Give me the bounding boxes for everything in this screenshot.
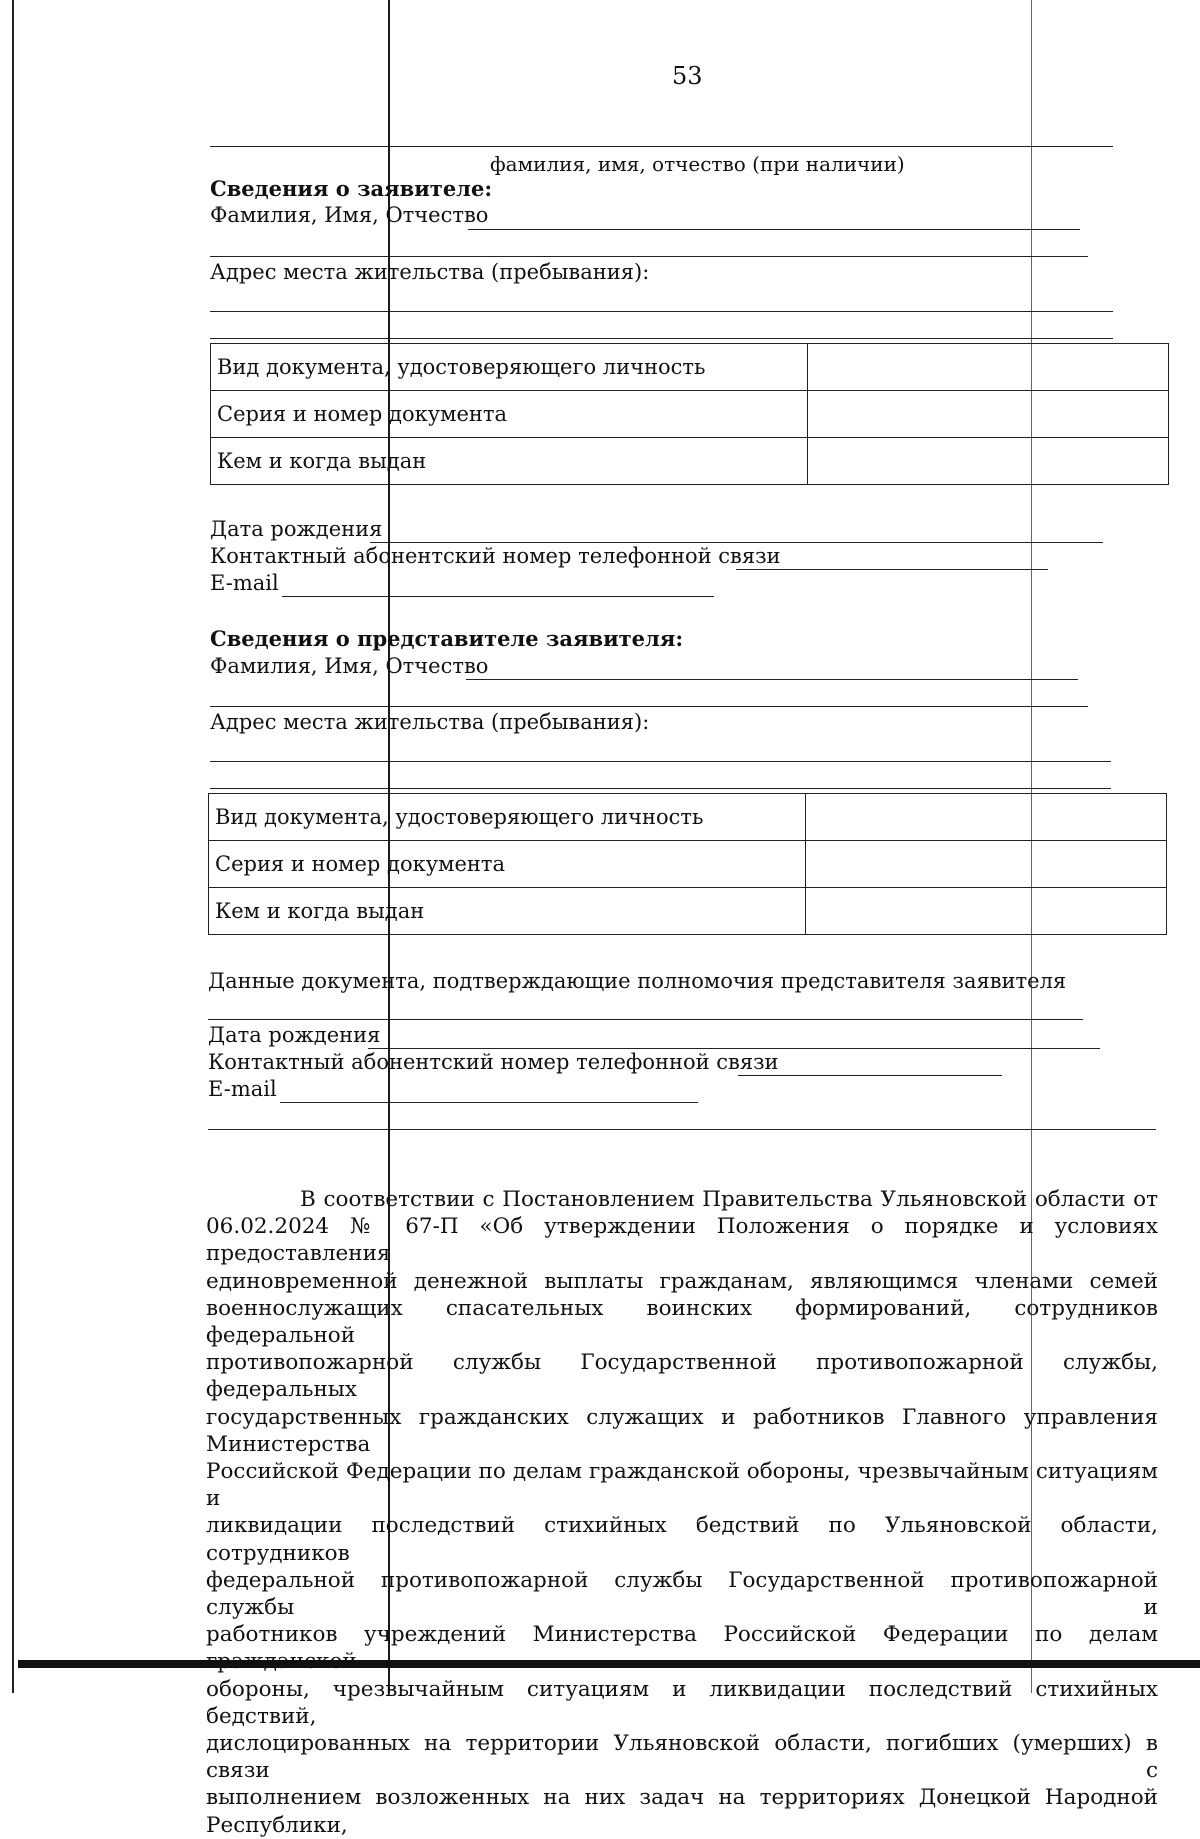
- applicant-id-document-table: [210, 343, 1169, 485]
- representative-phone-label: Контактный абонентский номер телефонной связи: [208, 1050, 779, 1074]
- table-row: [211, 438, 1169, 485]
- doc-series-label: Серия и номер документа: [211, 391, 808, 438]
- applicant-email-label: E-mail: [210, 571, 279, 595]
- table-row: [209, 888, 1167, 935]
- paragraph-line: Российской Федерации по делам гражданской обороны, чрезвычайным ситуациям и: [206, 1459, 1158, 1512]
- paragraph-line: В соответствии с Постановлением Правительства Ульяновской области от: [300, 1187, 1158, 1212]
- representative-email-field[interactable]: [280, 1102, 698, 1103]
- doc-type-field[interactable]: [808, 344, 1169, 391]
- applicant-phone-label: Контактный абонентский номер телефонной связи: [210, 544, 781, 568]
- representative-birth-label: Дата рождения: [208, 1023, 381, 1047]
- paragraph-line: противопожарной службы Государственной противопожарной службы, федеральных: [206, 1350, 1158, 1403]
- paragraph-line: выполнением возложенных на них задач на территориях Донецкой Народной Республики,: [206, 1785, 1158, 1838]
- paragraph-line: дислоцированных на территории Ульяновской области, погибших (умерших) в связи с: [206, 1731, 1158, 1784]
- representative-fio-field[interactable]: [466, 679, 1078, 680]
- representative-section-title: Сведения о представителе заявителя:: [210, 626, 684, 651]
- applicant-section-title: Сведения о заявителе:: [210, 176, 493, 201]
- representative-id-document-table: [208, 793, 1167, 935]
- name-field-caption: фамилия, имя, отчество (при наличии): [490, 152, 905, 176]
- representative-fio-label: Фамилия, Имя, Отчество: [210, 654, 489, 678]
- representative-address-field-line2[interactable]: [210, 788, 1111, 789]
- doc-issued-field[interactable]: [806, 888, 1167, 935]
- table-row: [209, 841, 1167, 888]
- paragraph-line: государственных гражданских служащих и работников Главного управления Министерства: [206, 1404, 1158, 1457]
- table-row: [211, 391, 1169, 438]
- representative-fio-field-line2[interactable]: [210, 706, 1088, 707]
- applicant-fio-field[interactable]: [468, 229, 1080, 230]
- page-number: 53: [672, 62, 703, 90]
- consent-paragraph: [206, 1186, 1158, 1839]
- paragraph-line: ликвидации последствий стихийных бедствий по Ульяновской области, сотрудников: [206, 1513, 1158, 1566]
- section-divider: [208, 1129, 1156, 1130]
- doc-type-label: Вид документа, удостоверяющего личность: [211, 344, 808, 391]
- table-row: [211, 344, 1169, 391]
- applicant-fio-field-line2[interactable]: [210, 256, 1088, 257]
- paragraph-line: единовременной денежной выплаты гражданам, являющимся членами семей: [206, 1268, 1158, 1294]
- doc-type-label: Вид документа, удостоверяющего личность: [209, 794, 806, 841]
- applicant-email-field[interactable]: [282, 596, 714, 597]
- representative-phone-field[interactable]: [738, 1075, 1002, 1076]
- representative-authority-label: Данные документа, подтверждающие полномочия представителя заявителя: [208, 969, 1067, 993]
- applicant-birth-label: Дата рождения: [210, 517, 383, 541]
- representative-address-field[interactable]: [210, 761, 1111, 762]
- representative-address-label: Адрес места жительства (пребывания):: [210, 710, 650, 734]
- doc-type-field[interactable]: [806, 794, 1167, 841]
- doc-issued-label: Кем и когда выдан: [209, 888, 806, 935]
- doc-series-field[interactable]: [806, 841, 1167, 888]
- doc-issued-field[interactable]: [808, 438, 1169, 485]
- paragraph-line: федеральной противопожарной службы Государственной противопожарной службы и: [206, 1567, 1158, 1621]
- applicant-address-field-line2[interactable]: [210, 338, 1113, 339]
- doc-series-label: Серия и номер документа: [209, 841, 806, 888]
- paragraph-line: обороны, чрезвычайным ситуациям и ликвидации последствий стихийных бедствий,: [206, 1676, 1158, 1729]
- paragraph-line: военнослужащих спасательных воинских формирований, сотрудников федеральной: [206, 1295, 1158, 1349]
- paragraph-line: работников учреждений Министерства Российской Федерации по делам гражданской: [206, 1622, 1158, 1675]
- applicant-address-field[interactable]: [210, 311, 1113, 312]
- table-row: [209, 794, 1167, 841]
- applicant-fio-label: Фамилия, Имя, Отчество: [210, 203, 489, 227]
- applicant-address-label: Адрес места жительства (пребывания):: [210, 260, 650, 284]
- representative-email-label: E-mail: [208, 1077, 277, 1101]
- name-field-line[interactable]: [210, 146, 1113, 147]
- scan-edge-artifact: [12, 0, 14, 1693]
- doc-issued-label: Кем и когда выдан: [211, 438, 808, 485]
- representative-authority-field[interactable]: [208, 1019, 1083, 1020]
- applicant-phone-field[interactable]: [736, 569, 1048, 570]
- doc-series-field[interactable]: [808, 391, 1169, 438]
- paragraph-line: 06.02.2024 № 67-П «Об утверждении Положения о порядке и условиях предоставления: [206, 1214, 1158, 1267]
